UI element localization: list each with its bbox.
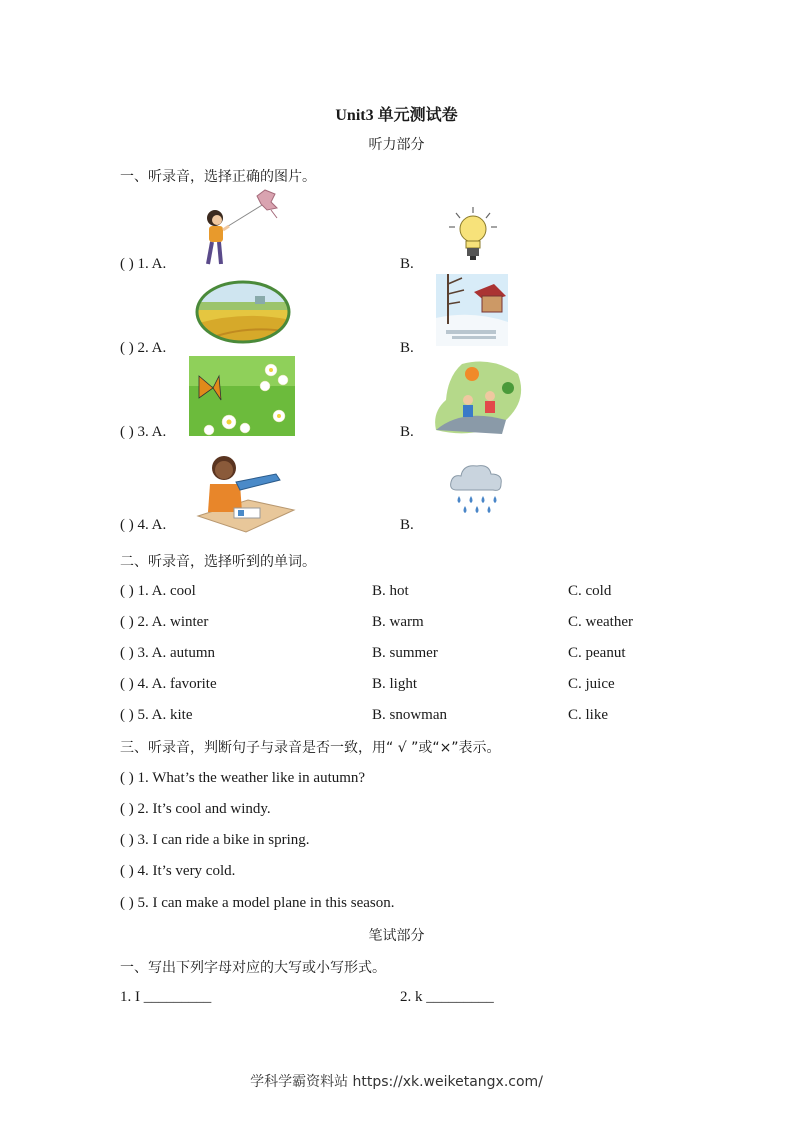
rain-cloud-icon [447,460,505,516]
part2-row-3-b: B. summer [372,645,438,661]
part3-row-4: ( ) 4. It’s very cold. [120,863,236,879]
part2-row-4-a: ( ) 4. A. favorite [120,676,217,692]
footer-watermark: 学科学霸资料站 https://xk.weiketangx.com/ [250,1074,543,1090]
page-title: Unit3 单元测试卷 [335,107,458,124]
part1-row-4-a-label: ( ) 4. A. [120,517,167,533]
part3-row-2: ( ) 2. It’s cool and windy. [120,801,271,817]
listening-heading: 听力部分 [368,137,425,153]
part3-instruction: 三、听录音，判断句子与录音是否一致，用“ √ ”或“×”表示。 [120,740,501,756]
girl-flying-kite-icon [195,188,285,270]
part1-row-1-a-label: ( ) 1. A. [120,256,167,272]
part2-row-2-a: ( ) 2. A. winter [120,614,209,630]
part2-row-4-c: C. juice [568,676,615,692]
part1-row-3-a-label: ( ) 3. A. [120,424,167,440]
light-bulb-icon [446,205,500,261]
part2-row-2-c: C. weather [568,614,633,630]
part2-row-1-a: ( ) 1. A. cool [120,583,196,599]
part1-row-3-b-label: B. [400,424,414,440]
boy-making-model-plane-icon [196,450,296,534]
part2-row-1-b: B. hot [372,583,409,599]
part2-row-3-c: C. peanut [568,645,626,661]
autumn-field-icon [195,280,291,344]
spring-flowers-butterfly-icon [189,356,295,436]
part3-row-1: ( ) 1. What’s the weather like in autumn? [120,770,366,786]
part4-instruction: 一、写出下列字母对应的大写或小写形式。 [120,960,386,976]
part1-row-4-b-label: B. [400,517,414,533]
part2-row-3-a: ( ) 3. A. autumn [120,645,215,661]
part2-row-4-b: B. light [372,676,418,692]
part2-row-1-c: C. cold [568,583,612,599]
writing-heading: 笔试部分 [368,928,425,944]
part1-row-1-b-label: B. [400,256,414,272]
part4-item-2: 2. k _________ [400,989,494,1005]
part1-row-2-a-label: ( ) 2. A. [120,340,167,356]
part1-row-2-b-label: B. [400,340,414,356]
part1-instruction: 一、听录音，选择正确的图片。 [120,169,316,185]
part2-row-5-a: ( ) 5. A. kite [120,707,193,723]
part3-row-3: ( ) 3. I can ride a bike in spring. [120,832,310,848]
part2-row-2-b: B. warm [372,614,424,630]
part2-instruction: 二、听录音，选择听到的单词。 [120,554,316,570]
part4-item-1: 1. I _________ [120,989,212,1005]
part2-row-5-c: C. like [568,707,608,723]
part2-row-5-b: B. snowman [372,707,447,723]
children-playing-park-icon [432,360,524,438]
snowy-winter-scene-icon [436,274,508,346]
part3-row-5: ( ) 5. I can make a model plane in this season. [120,895,395,911]
